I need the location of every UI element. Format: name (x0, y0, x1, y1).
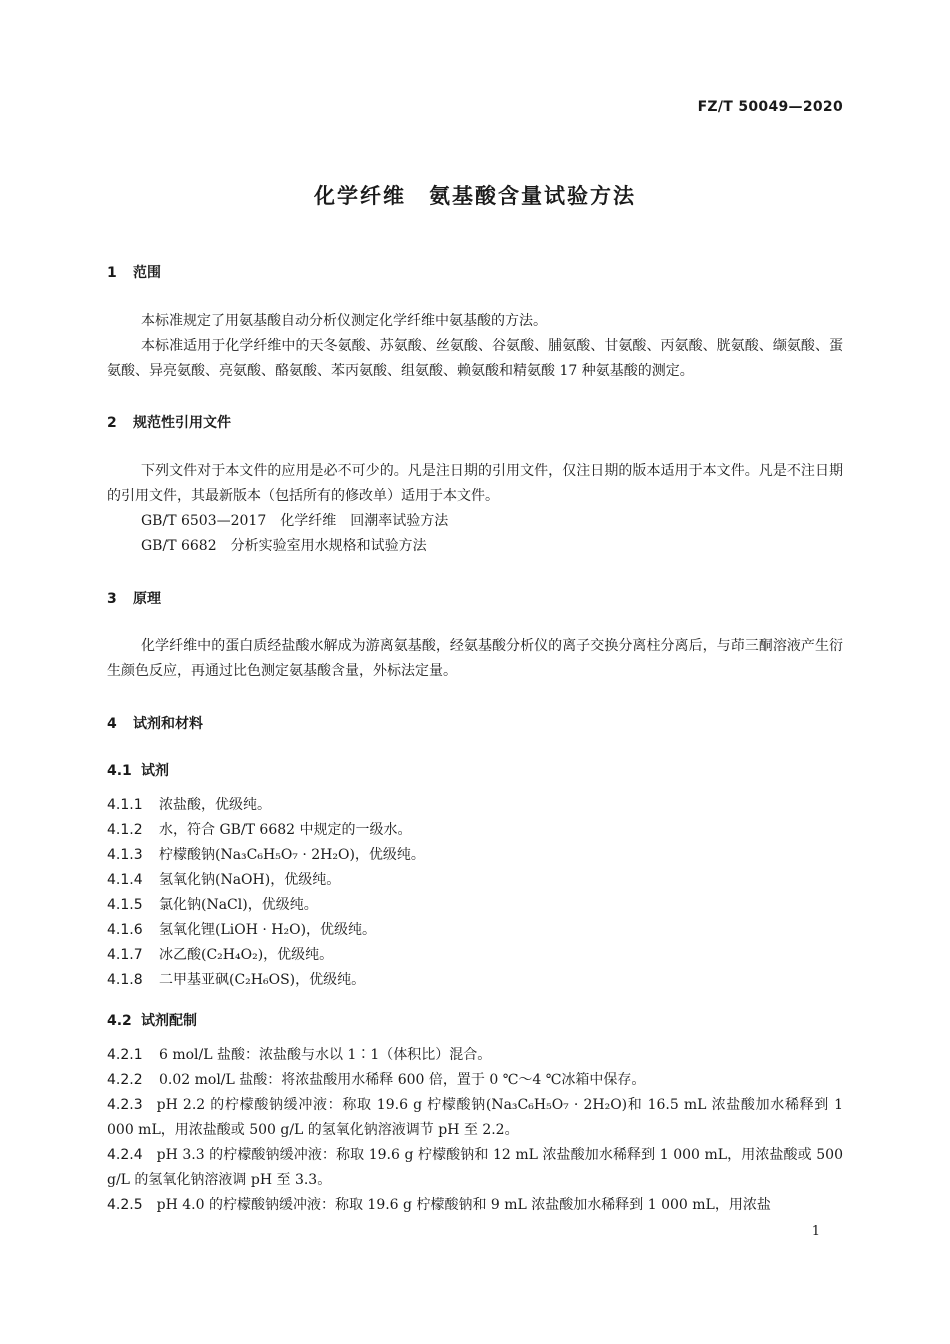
item-number: 4.2.1 (107, 1047, 143, 1063)
item-text: 柠檬酸钠(Na₃C₆H₅O₇ · 2H₂O)，优级纯。 (159, 847, 425, 863)
paragraph: 本标准适用于化学纤维中的天冬氨酸、苏氨酸、丝氨酸、谷氨酸、脯氨酸、甘氨酸、丙氨酸、胱氨酸、缬氨酸、蛋氨酸、异亮氨酸、亮氨酸、酪氨酸、苯丙氨酸、组氨酸、赖氨酸和精氨酸 17 种氨基酸的测定。 (107, 338, 843, 379)
list-item (107, 793, 843, 818)
section-title: 范围 (133, 265, 161, 281)
subsection-heading-4-2 (107, 1010, 197, 1030)
item-number: 4.1.3 (107, 847, 143, 863)
item-number: 4.1.6 (107, 922, 143, 938)
page-number: 1 (811, 1224, 820, 1239)
list-item (107, 918, 843, 943)
item-text: pH 2.2 的柠檬酸钠缓冲液：称取 19.6 g 柠檬酸钠(Na₃C₆H₅O₇ · 2H₂O)和 16.5 mL 浓盐酸加水稀释到 1 000 mL，用浓盐酸或 500 g/L 的氢氧化钠溶液调节 pH 至 2.2。 (107, 1097, 843, 1138)
section-heading-4 (107, 713, 203, 733)
item-number: 4.1.4 (107, 872, 143, 888)
section-heading-1 (107, 262, 161, 282)
subsection-number: 4.2 (107, 1013, 132, 1029)
list-item (107, 1143, 843, 1193)
normative-reference: GB/T 6503—2017 化学纤维 回潮率试验方法 (141, 513, 449, 529)
list-item (107, 1043, 843, 1068)
item-text: pH 4.0 的柠檬酸钠缓冲液：称取 19.6 g 柠檬酸钠和 9 mL 浓盐酸加水稀释到 1 000 mL，用浓盐 (156, 1197, 771, 1213)
item-text: 0.02 mol/L 盐酸：将浓盐酸用水稀释 600 倍，置于 0 ℃～4 ℃冰箱中保存。 (159, 1072, 646, 1088)
list-item (107, 1093, 843, 1143)
standard-code: FZ/T 50049—2020 (697, 99, 843, 115)
item-text: 浓盐酸，优级纯。 (159, 797, 271, 813)
item-number: 4.2.5 (107, 1197, 143, 1213)
item-text: 氢氧化锂(LiOH · H₂O)，优级纯。 (159, 922, 377, 938)
item-text: 二甲基亚砜(C₂H₆OS)，优级纯。 (159, 972, 366, 988)
document-title: 化学纤维 氨基酸含量试验方法 (314, 184, 636, 208)
section-title: 规范性引用文件 (133, 415, 231, 431)
item-number: 4.1.2 (107, 822, 143, 838)
subsection-title: 试剂 (141, 763, 169, 779)
item-text: 氯化钠(NaCl)，优级纯。 (159, 897, 318, 913)
item-number: 4.1.8 (107, 972, 143, 988)
item-text: 氢氧化钠(NaOH)，优级纯。 (159, 872, 341, 888)
section-number: 4 (107, 716, 117, 732)
subsection-title: 试剂配制 (141, 1013, 197, 1029)
list-item (107, 893, 843, 918)
paragraph: 化学纤维中的蛋白质经盐酸水解成为游离氨基酸，经氨基酸分析仪的离子交换分离柱分离后，与茚三酮溶液产生衍生颜色反应，再通过比色测定氨基酸含量，外标法定量。 (107, 638, 843, 679)
item-number: 4.1.7 (107, 947, 143, 963)
section-heading-2 (107, 412, 231, 432)
paragraph: 下列文件对于本文件的应用是必不可少的。凡是注日期的引用文件，仅注日期的版本适用于本文件。凡是不注日期的引用文件，其最新版本（包括所有的修改单）适用于本文件。 (107, 463, 843, 504)
subsection-heading-4-1 (107, 760, 169, 780)
item-number: 4.2.3 (107, 1097, 143, 1113)
item-text: 6 mol/L 盐酸：浓盐酸与水以 1∶1（体积比）混合。 (159, 1047, 492, 1063)
list-item (107, 1193, 843, 1218)
list-item (107, 843, 843, 868)
item-number: 4.1.5 (107, 897, 143, 913)
list-item (107, 1068, 843, 1093)
subsection-number: 4.1 (107, 763, 132, 779)
item-text: pH 3.3 的柠檬酸钠缓冲液：称取 19.6 g 柠檬酸钠和 12 mL 浓盐酸加水稀释到 1 000 mL，用浓盐酸或 500 g/L 的氢氧化钠溶液调 pH 至 3.3。 (107, 1147, 843, 1188)
list-item (107, 943, 843, 968)
paragraph: 本标准规定了用氨基酸自动分析仪测定化学纤维中氨基酸的方法。 (141, 313, 547, 329)
normative-reference: GB/T 6682 分析实验室用水规格和试验方法 (141, 538, 427, 554)
list-item (107, 868, 843, 893)
section-number: 3 (107, 591, 117, 607)
list-item (107, 818, 843, 843)
item-number: 4.2.2 (107, 1072, 143, 1088)
section-heading-3 (107, 588, 161, 608)
section-number: 2 (107, 415, 117, 431)
section-title: 试剂和材料 (133, 716, 203, 732)
item-number: 4.1.1 (107, 797, 143, 813)
list-item (107, 968, 843, 993)
item-number: 4.2.4 (107, 1147, 143, 1163)
section-title: 原理 (133, 591, 161, 607)
item-text: 冰乙酸(C₂H₄O₂)，优级纯。 (159, 947, 334, 963)
item-text: 水，符合 GB/T 6682 中规定的一级水。 (159, 822, 412, 838)
section-number: 1 (107, 265, 117, 281)
